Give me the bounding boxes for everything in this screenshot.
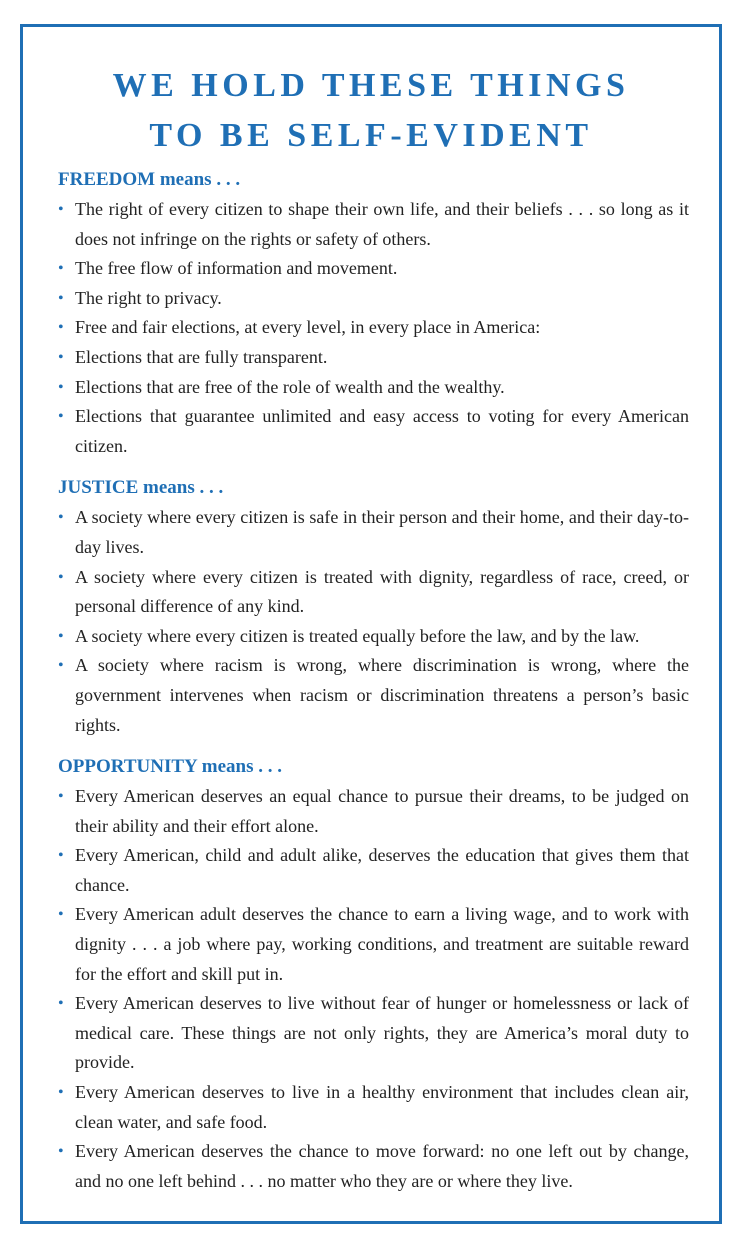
freedom-heading-word: FREEDOM	[58, 169, 156, 190]
bullet-icon: •	[58, 1084, 64, 1102]
opportunity-list	[58, 782, 689, 1196]
list-item	[58, 563, 689, 622]
list-item	[58, 900, 689, 989]
list-item-text: Elections that guarantee unlimited and easy access to voting for every American citizen.	[75, 406, 689, 456]
bullet-icon: •	[58, 509, 64, 527]
bullet-icon: •	[58, 260, 64, 278]
list-item	[58, 195, 689, 254]
list-item-text: Every American deserves the chance to move forward: no one left out by change, and no one left behind . . . no matter who they are or where they live.	[75, 1141, 689, 1191]
justice-list	[58, 503, 689, 740]
bullet-icon: •	[58, 788, 64, 806]
list-item	[58, 989, 689, 1078]
bullet-icon: •	[58, 1143, 64, 1161]
page-title	[23, 61, 719, 161]
justice-heading-word: JUSTICE	[58, 477, 139, 499]
list-item-text: The right to privacy.	[75, 287, 222, 308]
list-item	[58, 841, 689, 900]
bullet-icon: •	[58, 627, 64, 645]
list-item	[58, 373, 689, 403]
bullet-icon: •	[58, 847, 64, 865]
list-item-text: Every American adult deserves the chance to earn a living wage, and to work with dignity . . . a job where pay, working conditions, and treatment are suitable reward for the effort and skill put in.	[75, 904, 689, 984]
list-item	[58, 402, 689, 461]
opportunity-heading	[58, 754, 689, 780]
bullet-icon: •	[58, 906, 64, 924]
bullet-icon: •	[58, 348, 64, 366]
list-item	[58, 284, 689, 314]
list-item	[58, 503, 689, 562]
list-item	[58, 313, 689, 343]
title-line-1: WE HOLD THESE THINGS	[112, 67, 630, 104]
title-line-2: TO BE SELF-EVIDENT	[149, 117, 593, 154]
list-item-text: Every American deserves an equal chance to pursue their dreams, to be judged on their ability and their effort alone.	[75, 786, 689, 836]
document-frame	[20, 24, 722, 1224]
list-item	[58, 1078, 689, 1137]
bullet-icon: •	[58, 289, 64, 307]
freedom-list	[58, 195, 689, 461]
justice-heading-means: means . . .	[143, 477, 224, 499]
bullet-icon: •	[58, 408, 64, 426]
list-item	[58, 1137, 689, 1196]
list-item-text: A society where racism is wrong, where discrimination is wrong, where the government intervenes when racism or discrimination threatens a person’s basic rights.	[75, 655, 689, 735]
list-item-text: Every American deserves to live in a healthy environment that includes clean air, clean water, and safe food.	[75, 1082, 689, 1132]
list-item-text: Every American deserves to live without fear of hunger or homelessness or lack of medical care. These things are not only rights, they are America’s moral duty to provide.	[75, 993, 689, 1073]
content-area	[58, 167, 689, 1196]
opportunity-heading-means: means . . .	[201, 756, 283, 778]
list-item-text: The right of every citizen to shape their own life, and their beliefs . . . so long as it does not infringe on the rights or safety of others.	[75, 199, 689, 249]
list-item	[58, 782, 689, 841]
bullet-icon: •	[58, 995, 64, 1013]
list-item-text: Every American, child and adult alike, deserves the education that gives them that chance.	[75, 845, 689, 895]
bullet-icon: •	[58, 319, 64, 337]
list-item-text: A society where every citizen is treated with dignity, regardless of race, creed, or personal difference of any kind.	[75, 566, 689, 617]
list-item-text: A society where every citizen is safe in their person and their home, and their day-to-day lives.	[75, 507, 689, 557]
bullet-icon: •	[58, 378, 64, 396]
freedom-heading	[58, 167, 689, 193]
list-item	[58, 254, 689, 284]
justice-section	[58, 475, 689, 740]
freedom-heading-means: means . . .	[159, 169, 241, 190]
list-item	[58, 343, 689, 373]
bullet-icon: •	[58, 657, 64, 675]
opportunity-section	[58, 754, 689, 1196]
justice-heading	[58, 475, 689, 501]
list-item	[58, 622, 689, 652]
list-item-text: Elections that are free of the role of wealth and the wealthy.	[75, 376, 505, 397]
opportunity-heading-word: OPPORTUNITY	[58, 756, 198, 778]
list-item-text: Free and fair elections, at every level, in every place in America:	[75, 317, 541, 338]
list-item-text: Elections that are fully transparent.	[75, 346, 328, 367]
list-item-text: A society where every citizen is treated equally before the law, and by the law.	[75, 625, 640, 646]
freedom-section	[58, 167, 689, 461]
list-item	[58, 651, 689, 740]
bullet-icon: •	[58, 201, 64, 218]
bullet-icon: •	[58, 568, 64, 586]
list-item-text: The free flow of information and movement.	[75, 258, 398, 279]
